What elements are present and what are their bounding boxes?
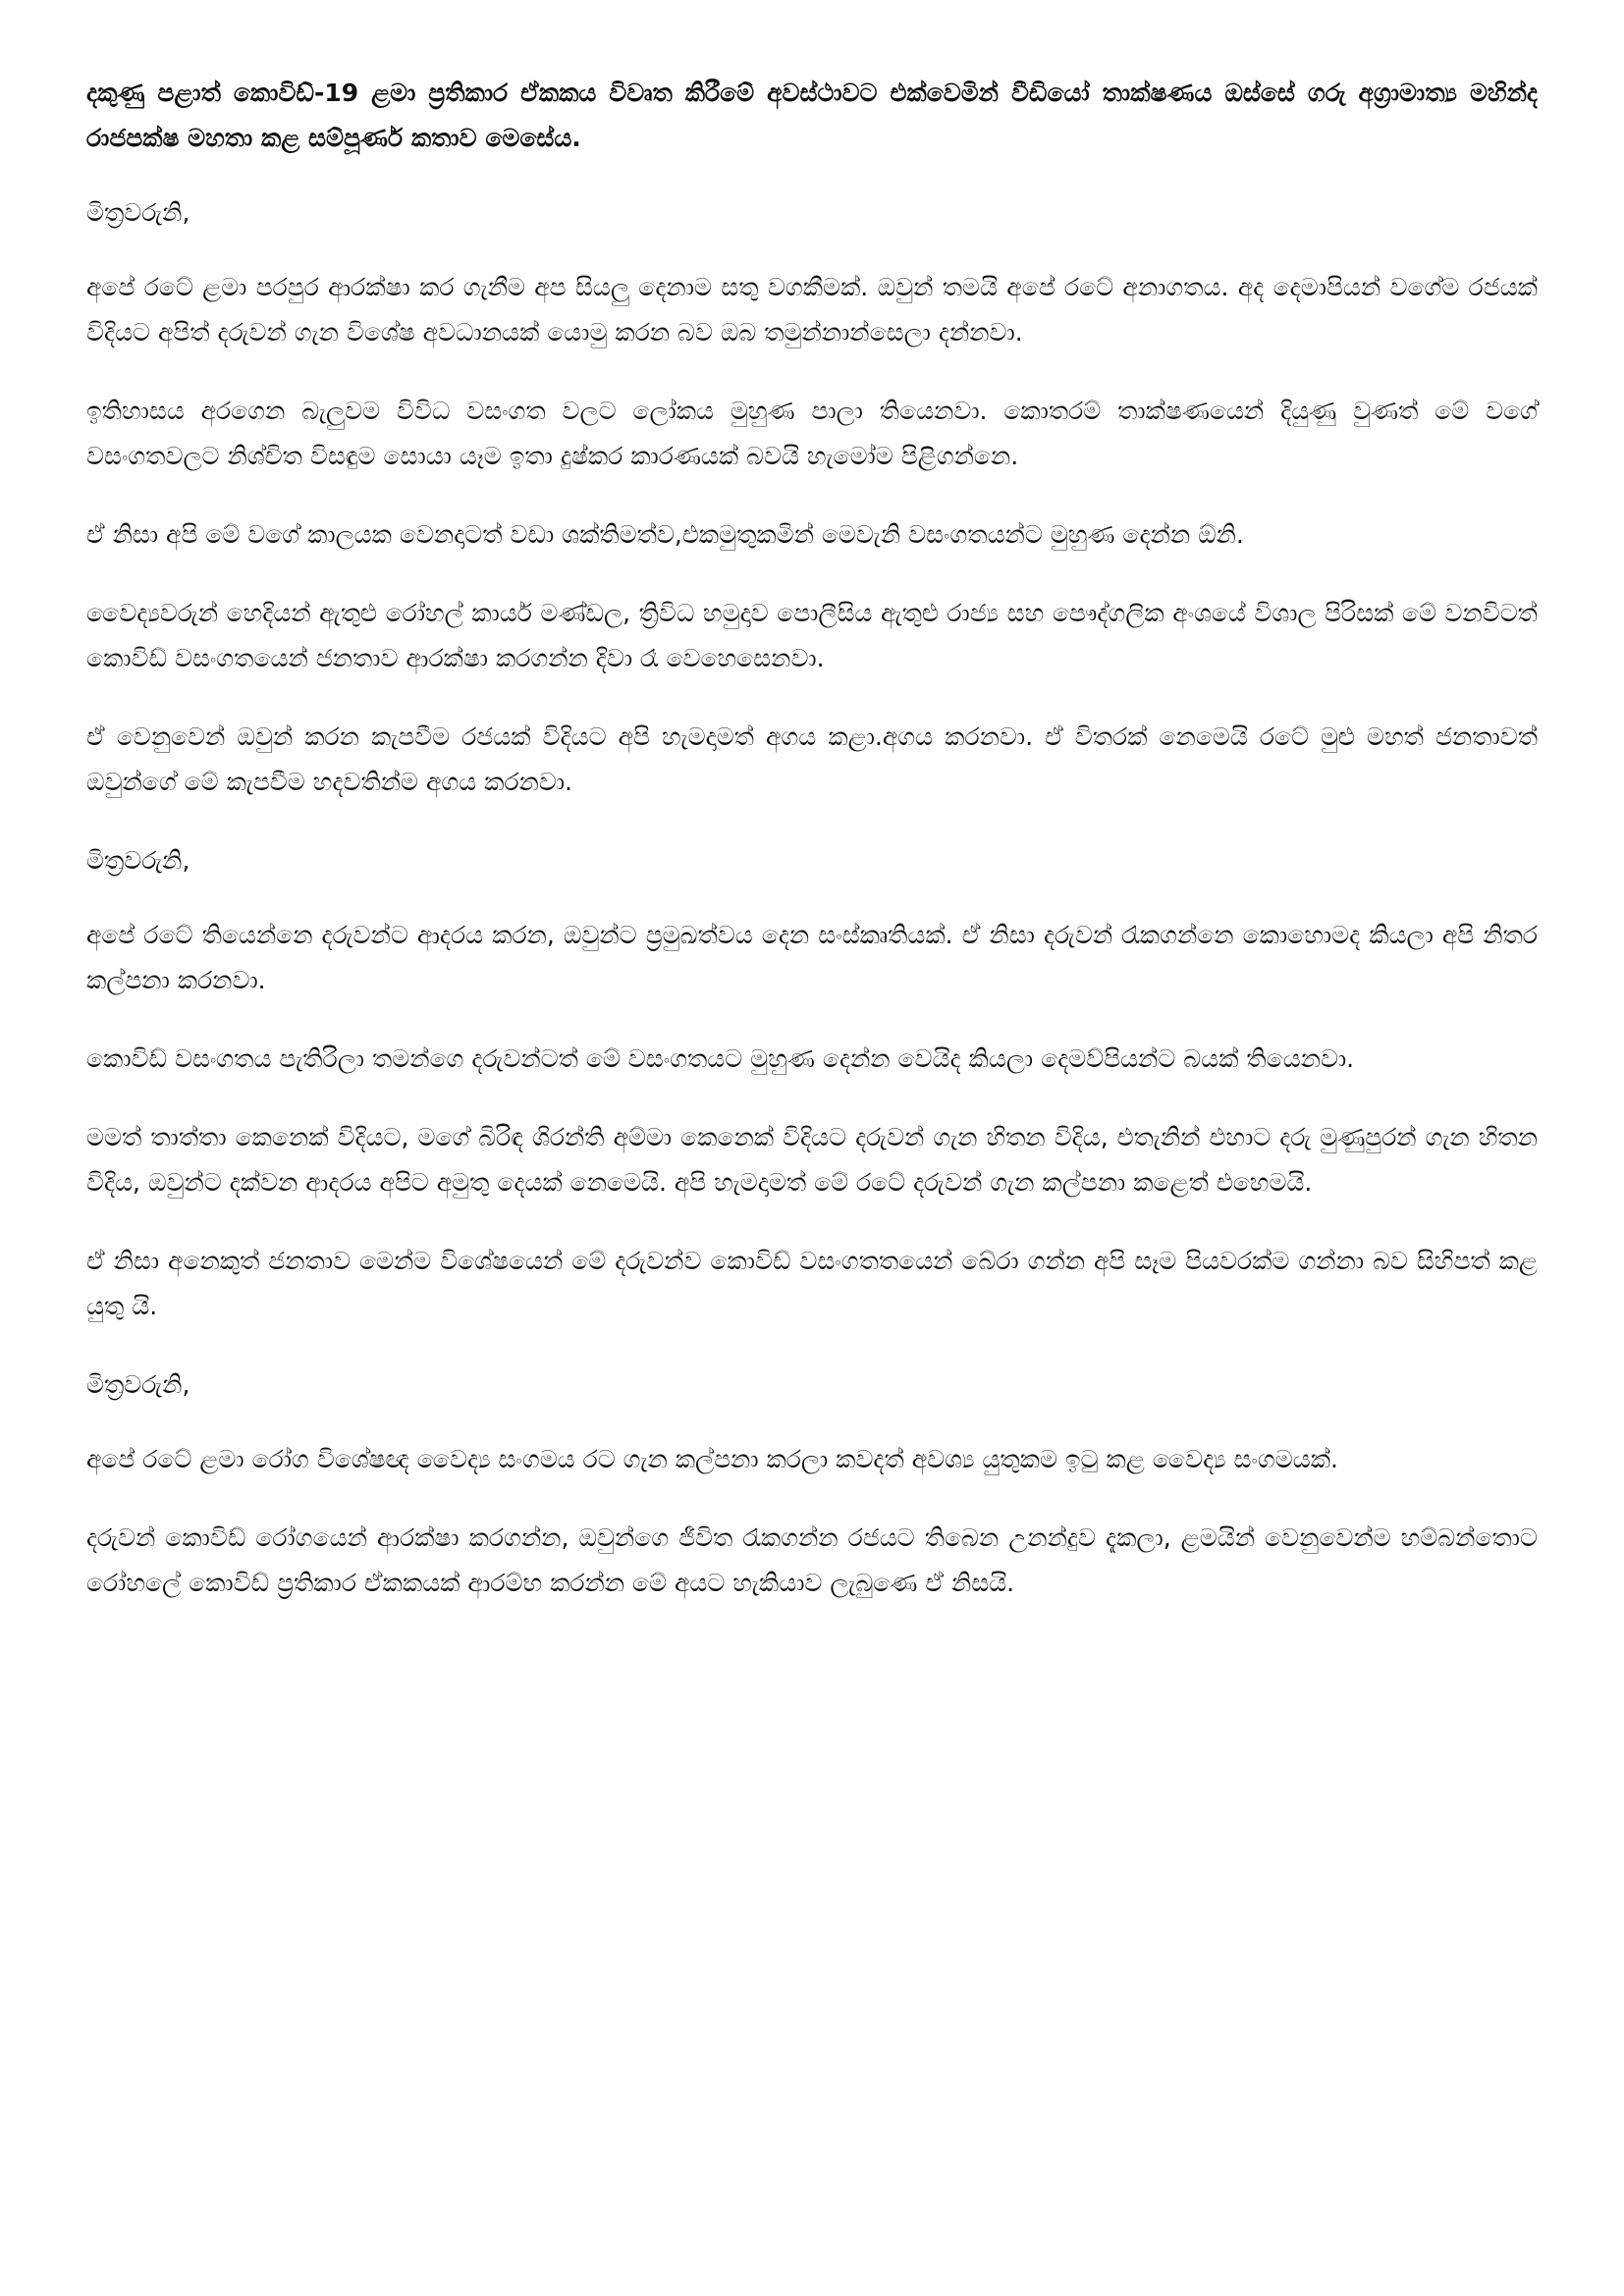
body-paragraph: අපේ රටේ තියෙන්නෙ දරුවන්ට ආදරය කරන, ඔවුන්ට ප්‍රමුඛත්වය දෙන සංස්කෘතියක්. ඒ නිසා දරුවන් රැකගන්නෙ කොහොමද කියලා අපි නිතර කල්පනා කරනවා. (86, 921, 1538, 994)
document-page (86, 71, 1538, 1639)
body-paragraph: වෛද්‍යවරුන් හෙදියන් ඇතුළු රෝහල් කාර්ය මණ්ඩල, ත්‍රිවිධ හමුදාව පොලීසිය ඇතුළු රාජ්‍ය සහ පෞද්ගලික අංශයේ විශාල පිරිසක් මේ වනවිටත් කොවිඩ් වසංගතයෙන් ජනතාව ආරක්ෂා කරගන්න දිවා රෑ වෙහෙසෙනවා. (86, 599, 1538, 672)
body-paragraph: ඉතිහාසය අරගෙන බැලුවම විවිධ වසංගත වලට ලෝකය මුහුණ පාලා තියෙනවා. කොතරම් තාක්ෂණයෙන් දියුණු වුණත් මේ වගේ වසංගතවලට නිශ්චිත විසඳුම සොයා යෑම ඉතා දුෂ්කර කාරණයක් බවයි හැමෝම පිළිගන්නෙ. (86, 397, 1538, 470)
body-paragraph: ඒ වෙනුවෙන් ඔවුන් කරන කැපවීම රජයක් විදියට අපි හැමදාමත් අගය කළා.අගය කරනවා. ඒ විතරක් නෙමෙයි රටේ මුළු මහත් ජනතාවත් ඔවුන්ගේ මේ කැපවීම හදවතින්ම අගය කරනවා. (86, 722, 1538, 796)
body-paragraph: ඒ නිසා අපි මේ වගේ කාලයක වෙනදාටත් වඩා ශක්තිමත්ව,එකමුතුකමින් මෙවැනි වසංගතයන්ට මුහුණ දෙන්න ඕනි. (86, 520, 1244, 549)
speech-heading: දකුණු පළාත් කොවිඩ්-19 ළමා ප්‍රතිකාර ඒකකය විවෘත කිරීමේ අවස්ථාවට එක්වෙමින් වීඩියෝ තාක්ෂණය ඔස්සේ ගරු අග්‍රාමාත්‍ය මහින්ද රාජපක්ෂ මහතා කළ සම්පූර්ණ කතාව මෙසේය. (86, 79, 1538, 152)
greeting-paragraph: මිත්‍රවරුනි, (86, 1370, 190, 1399)
body-paragraph: අපේ රටේ ළමා පරපුර ආරක්ෂා කර ගැනීම අප සියලු දෙනාම සතු වගකීමක්. ඔවුන් තමයි අපේ රටේ අනාගතය. අද දෙමාපියන් වගේම රජයක් විදියට අපිත් දරුවන් ගැන විශේෂ අවධානයක් යොමු කරන බව ඔබ තමුන්නාන්සෙලා දන්නවා. (86, 273, 1538, 347)
greeting-paragraph: මිත්‍රවරුනි, (86, 198, 190, 227)
body-paragraph: දරුවන් කොවිඩ් රෝගයෙන් ආරක්ෂා කරගන්න, ඔවුන්ගෙ ජීවිත රැකගන්න රජයට තිබෙන උනන්දුව දැකලා, ළමයින් වෙනුවෙන්ම හම්බන්තොට රෝහලේ කොවිඩ් ප්‍රතිකාර ඒකකයක් ආරම්භ කරන්න මේ අයට හැකියාව ලැබුණෙ ඒ නිසයි. (86, 1523, 1538, 1597)
body-paragraph: කොවිඩ් වසංගතය පැතිරිලා තමන්ගෙ දරුවන්ටත් මේ වසංගතයට මුහුණ දෙන්න වෙයිද කියලා දෙමව්පියන්ට බයක් තියෙනවා. (86, 1044, 1355, 1073)
body-paragraph: ඒ නිසා අනෙකුත් ජනතාව මෙන්ම විශේෂයෙන් මේ දරුවන්ව කොවිඩ් වසංගතතයෙන් බේරා ගන්න අපි සෑම පියවරක්ම ගන්නා බව සිහිපත් කළ යුතු යි. (86, 1247, 1538, 1320)
body-paragraph: අපේ රටේ ළමා රෝග විශේෂඥ වෛද්‍ය සංගමය රට ගැන කල්පනා කරලා කවදත් අවශ්‍ය යුතුකම ඉටු කළ වෛද්‍ය සංගමයක්. (86, 1445, 1338, 1473)
body-paragraph: මමත් තාත්තා කෙනෙක් විදියට, මගේ බිරිඳ ශිරන්ති අම්මා කෙනෙක් විදියට දරුවන් ගැන හිතන විදිය, එතැනින් එහාට දරු මුණුපුරන් ගැන හිතන විදිය, ඔවුන්ට දක්වන ආදරය අපිට අමුතු දෙයක් නෙමෙයි. අපි හැමදාමත් මේ රටේ දරුවන් ගැන කල්පනා කළෙත් එහෙමයි. (86, 1123, 1538, 1197)
greeting-paragraph: මිත්‍රවරුනි, (86, 846, 190, 875)
